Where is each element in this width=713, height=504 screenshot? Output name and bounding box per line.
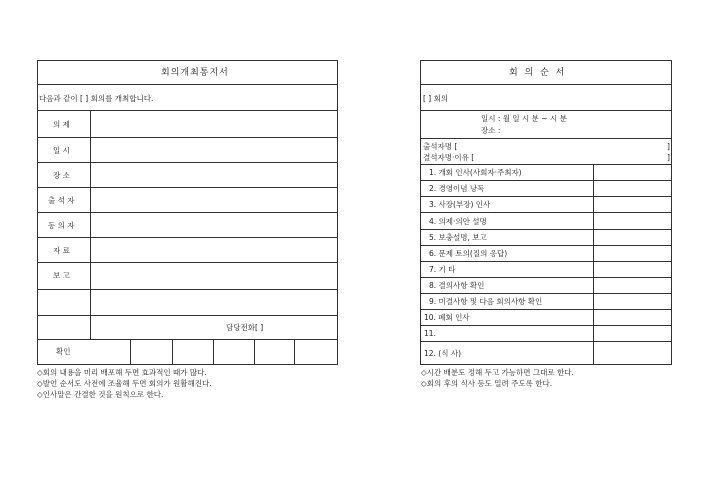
field-row-report[interactable] <box>38 263 337 290</box>
confirm-divider <box>294 340 295 364</box>
order-item-row[interactable] <box>421 197 671 213</box>
confirm-row <box>38 340 337 364</box>
field-row-datetime[interactable] <box>38 138 337 163</box>
order-item-label: 6. 문제 토의(질의 응답) <box>429 249 508 258</box>
field-label-place: 장 소 <box>53 171 70 180</box>
order-title-row <box>421 61 671 85</box>
confirm-divider <box>254 340 255 364</box>
field-label-materials: 자 료 <box>53 246 70 255</box>
confirm-label: 확인 <box>56 347 71 356</box>
absentees-field: 결석자명·이유 [ <box>423 153 475 162</box>
order-item-row[interactable] <box>421 213 671 230</box>
order-item-label: 2. 경영이념 낭독 <box>429 184 485 193</box>
absentees-bracket-close: ] <box>667 153 670 162</box>
order-item-row[interactable] <box>421 181 671 197</box>
field-label-attendees: 출 석 자 <box>48 196 75 205</box>
field-label-report: 보 고 <box>53 271 70 280</box>
confirm-divider <box>213 340 214 364</box>
order-item-row[interactable] <box>421 294 671 310</box>
attendees-bracket-close: ] <box>667 142 670 151</box>
order-datetime-row[interactable] <box>421 111 671 139</box>
order-attendance-row[interactable] <box>421 139 671 165</box>
order-item-label: 7. 기 타 <box>429 265 456 274</box>
attendees-field: 출석자명 [ <box>423 142 458 151</box>
order-item-label: 4. 의제·의안 설명 <box>429 217 487 226</box>
notice-title: 회의개최통지서 <box>161 68 229 78</box>
left-note-1: ◇회의 내용을 미리 배포해 두면 효과적인 때가 많다. <box>37 368 207 377</box>
order-item-row[interactable] <box>421 278 671 294</box>
field-label-consenters: 동 의 자 <box>48 221 75 230</box>
order-item-label: 1. 개회 인사(사회자·주최자) <box>429 168 522 177</box>
order-item-row[interactable] <box>421 262 671 278</box>
order-title: 회 의 순 서 <box>509 68 567 78</box>
label-column-divider <box>90 111 91 340</box>
meeting-name-field: [ ] 회의 <box>423 94 449 103</box>
order-item-row[interactable] <box>421 326 671 342</box>
right-note-1: ◇시간 배분도 정해 두고 가능하면 그대로 한다. <box>421 368 574 377</box>
notice-intro-text: 다음과 같이 [ ] 회의를 개최합니다. <box>39 94 154 103</box>
meeting-order-form <box>420 60 672 365</box>
order-item-row[interactable] <box>421 230 671 246</box>
notice-title-row <box>38 61 337 85</box>
meeting-notice-form <box>37 60 338 365</box>
order-item-row[interactable] <box>421 165 671 181</box>
field-row-attendees[interactable] <box>38 188 337 213</box>
left-note-3: ◇인사말은 간결한 것을 원칙으로 한다. <box>37 390 164 399</box>
order-item-label: 10. 폐회 인사 <box>424 313 470 322</box>
contact-phone-label: 담당전화[ ] <box>226 323 264 332</box>
order-item-label: 3. 사장(부장) 인사 <box>429 200 491 209</box>
order-item-label: 11. <box>424 329 436 338</box>
order-item-row[interactable] <box>421 310 671 326</box>
field-row-blank[interactable] <box>38 290 337 316</box>
notice-intro-row <box>38 85 337 111</box>
field-row-materials[interactable] <box>38 238 337 263</box>
field-row-place[interactable] <box>38 163 337 188</box>
datetime-field: 일시 : 월 일 시 분 ~ 시 분 <box>481 114 567 123</box>
field-row-contact[interactable] <box>38 316 337 340</box>
order-item-label: 12. (식 사) <box>424 349 462 358</box>
order-meeting-row[interactable] <box>421 85 671 111</box>
field-row-agenda[interactable] <box>38 111 337 138</box>
order-item-row[interactable] <box>421 342 671 364</box>
place-field: 장소 : <box>481 126 501 135</box>
order-item-label: 8. 결의사항 확인 <box>429 281 485 290</box>
time-column-divider <box>593 165 594 364</box>
field-row-consenters[interactable] <box>38 213 337 238</box>
field-label-agenda: 의 제 <box>53 120 70 129</box>
field-label-datetime: 일 시 <box>53 146 70 155</box>
confirm-divider <box>130 340 131 364</box>
confirm-divider <box>172 340 173 364</box>
right-note-2: ◇회의 후의 식사 등도 밀려 주도록 한다. <box>421 379 553 388</box>
left-note-2: ◇발언 순서도 사전에 조율해 두면 회의가 원활해진다. <box>37 379 212 388</box>
order-item-label: 5. 보충설명, 보고 <box>429 233 487 242</box>
order-item-row[interactable] <box>421 246 671 262</box>
order-item-label: 9. 미결사항 및 다음 회의사항 확인 <box>429 297 543 306</box>
